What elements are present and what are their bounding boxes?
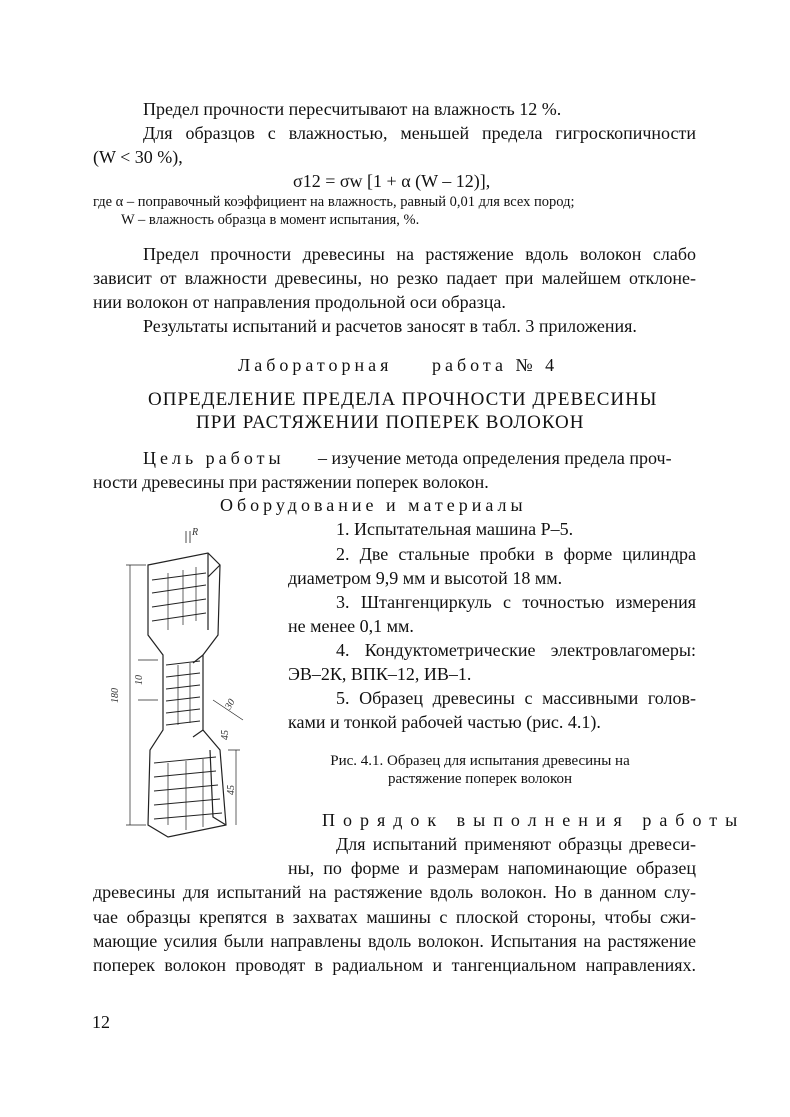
equipment-item: 3. Штангенциркуль с точностью измерения xyxy=(336,592,696,612)
specimen-side xyxy=(193,553,226,825)
formula: σ12 = σw [1 + α (W – 12)], xyxy=(293,171,491,191)
paragraph-line: Предел прочности пересчитывают на влажность 12 %. xyxy=(143,99,562,119)
paragraph-line: Предел прочности древесины на растяжение вдоль волокон слабо xyxy=(143,244,696,264)
equipment-item: ЭВ–2К, ВПК–12, ИВ–1. xyxy=(288,664,472,684)
dimension-label: 45 xyxy=(220,730,231,740)
dimension-label: 10 xyxy=(134,675,145,685)
goal-text: – изучение метода определения предела проч- xyxy=(318,448,672,468)
equipment-item: 2. Две стальные пробки в форме цилиндра xyxy=(336,544,696,564)
body-line: мающие усилия были направлены вдоль волокон. Испытания на растяжение xyxy=(93,931,696,951)
dimension-label: R xyxy=(192,527,199,538)
equipment-item: 4. Кондуктометрические электровлагомеры: xyxy=(336,640,696,660)
body-line: чае образцы крепятся в захватах машины с плоской стороны, чтобы сжи- xyxy=(93,907,696,927)
paragraph-line: Результаты испытаний и расчетов заносят в табл. 3 приложения. xyxy=(143,316,637,336)
specimen-figure xyxy=(108,525,258,865)
order-title: Порядок выполнения работы xyxy=(322,810,746,830)
body-line: древесины для испытаний на растяжение вдоль волокон. Но в данном слу- xyxy=(93,882,696,902)
equipment-title: Оборудование и материалы xyxy=(220,495,527,515)
lab-title-part: работа № 4 xyxy=(432,355,559,375)
equipment-item: не менее 0,1 мм. xyxy=(288,616,414,636)
paragraph-line: зависит от влажности древесины, но резко падает при малейшем отклоне- xyxy=(93,268,696,288)
dimension-label: 30 xyxy=(223,697,238,712)
section-heading: ПРИ РАСТЯЖЕНИИ ПОПЕРЕК ВОЛОКОН xyxy=(196,412,585,433)
body-line: ны, по форме и размерам напоминающие образец xyxy=(288,858,696,878)
dimension-label: 45 xyxy=(226,785,237,795)
dimension-label: 180 xyxy=(110,688,121,703)
equipment-item: 1. Испытательная машина Р–5. xyxy=(336,519,574,539)
rod xyxy=(186,531,190,543)
formula-explanation: где α – поправочный коэффициент на влажность, равный 0,01 для всех пород; xyxy=(93,194,575,210)
specimen-outline xyxy=(148,553,226,837)
equipment-item: ками и тонкой рабочей частью (рис. 4.1). xyxy=(288,712,601,732)
paragraph-line: Для образцов с влажностью, меньшей предела гигроскопичности xyxy=(143,123,696,143)
section-heading: ОПРЕДЕЛЕНИЕ ПРЕДЕЛА ПРОЧНОСТИ ДРЕВЕСИНЫ xyxy=(148,389,658,410)
goal-label: Цель работы xyxy=(143,448,285,468)
equipment-item: 5. Образец древесины с массивными голов- xyxy=(336,688,696,708)
formula-explanation: W – влажность образца в момент испытания, %. xyxy=(121,212,420,228)
lab-title-part: Лабораторная xyxy=(238,355,393,375)
body-line: поперек волокон проводят в радиальном и тангенциальном направлениях. xyxy=(93,955,696,975)
page-number: 12 xyxy=(92,1012,110,1032)
paragraph-line: (W < 30 %), xyxy=(93,147,183,167)
equipment-item: диаметром 9,9 мм и высотой 18 мм. xyxy=(288,568,563,588)
figure-caption: Рис. 4.1. Образец для испытания древесины на xyxy=(330,753,630,769)
figure-caption: растяжение поперек волокон xyxy=(387,771,573,787)
paragraph-line: нии волокон от направления продольной оси образца. xyxy=(93,292,506,312)
dimension-line xyxy=(126,565,146,825)
body-line: Для испытаний применяют образцы древеси- xyxy=(336,834,696,854)
goal-text: ности древесины при растяжении поперек волокон. xyxy=(93,472,489,492)
